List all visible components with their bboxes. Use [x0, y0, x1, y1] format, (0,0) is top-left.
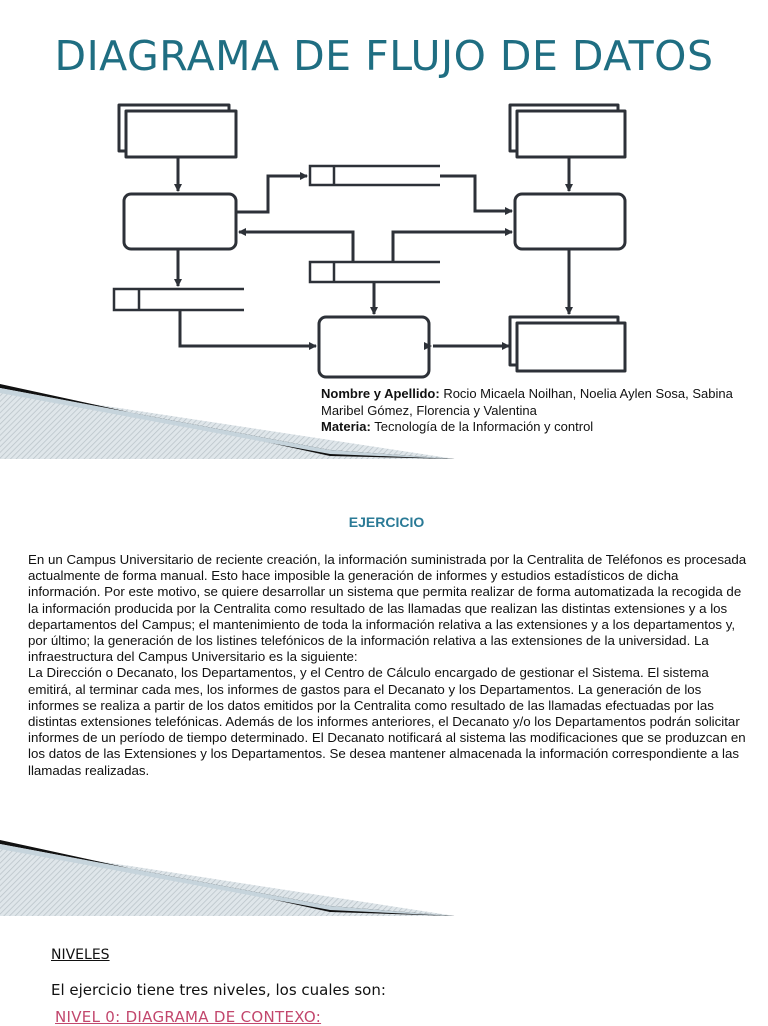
levels-heading: NIVELES — [51, 947, 110, 963]
process-left — [124, 194, 236, 249]
name-label: Nombre y Apellido: — [321, 386, 440, 401]
credits-block — [321, 386, 761, 436]
external-entity-top-right — [510, 105, 625, 157]
exercise-paragraph-1: En un Campus Universitario de reciente creación, la información suministrada por la Centralita de Teléfonos es procesada actualmente de forma manual. Esto hace imposible la generación de informes y estudios estadísticos de dicha información. Por este motivo, se quiere desarrollar un sistema que permita realizar de forma automatizada la recogida de la información producida por la Centralita como resultado de las llamadas que realizan las distintas extensiones y a los departamentos del Campus; el mantenimiento de toda la información relativa a las extensiones y a los departamentos y, por último; la generación de los listines telefónicos de la información relativa a las extensiones de la universidad. La infraestructura del Campus Universitario es la siguiente: — [28, 552, 747, 665]
process-right — [515, 194, 625, 249]
exercise-heading: EJERCICIO — [348, 514, 425, 530]
external-entity-bottom-right — [510, 317, 625, 371]
level-0-heading: NIVEL 0: DIAGRAMA DE CONTEXO: — [55, 1008, 322, 1026]
flow-arrow — [239, 232, 353, 262]
process-bottom — [319, 317, 429, 377]
flow-arrow — [180, 310, 316, 346]
data-store-middle — [310, 262, 440, 282]
data-store-left — [114, 289, 244, 310]
exercise-paragraph-2: La Dirección o Decanato, los Departamentos, y el Centro de Cálculo encargado de gestionar el Sistema. El sistema emitirá, al terminar cada mes, los informes de gastos para el Decanato y los Departamentos. La generación de los informes se realiza a partir de los datos emitidos por la Centralita como resultado de las llamadas efectuadas por las distintas extensiones telefónicas. Además de los informes anteriores, el Decanato y/o los Departamentos podrán solicitar informes de un período de tiempo determinado. El Decanato notificará al sistema las modificaciones que se produzcan en los datos de las Extensiones y los Departamentos. Se desea mantener almacenada la información correspondiente a las llamadas realizadas. — [28, 665, 746, 778]
page-title: DIAGRAMA DE FLUJO DE DATOS — [54, 32, 714, 80]
flow-arrow — [393, 232, 512, 262]
external-entity-top-left — [119, 105, 236, 157]
subject-label: Materia: — [321, 419, 371, 434]
levels-intro: El ejercicio tiene tres niveles, los cuales son: — [51, 981, 386, 999]
decorative-ribbon — [0, 840, 460, 920]
data-store-top — [310, 166, 440, 185]
subject-value: Tecnología de la Información y control — [370, 419, 594, 434]
flow-arrow — [236, 176, 307, 212]
flow-arrow — [440, 176, 512, 211]
exercise-body — [28, 552, 750, 779]
name-value: Rocio Micaela Noilhan, Noelia Aylen Sosa, Sabina Maribel Gómez, Florencia y Valentina — [321, 386, 733, 418]
